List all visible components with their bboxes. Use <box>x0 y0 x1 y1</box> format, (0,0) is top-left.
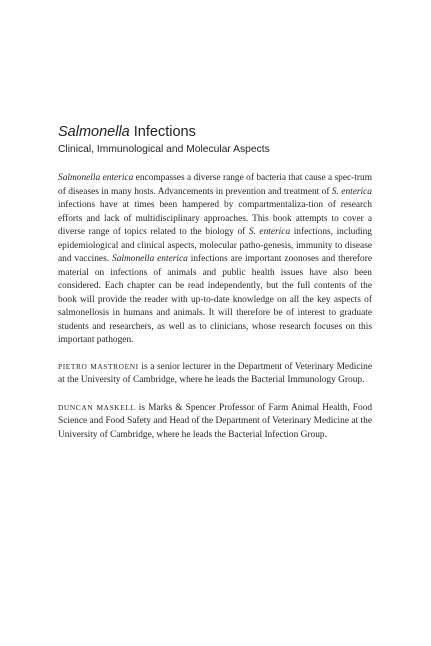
book-blurb <box>58 172 372 348</box>
blurb-segment: encompasses a diverse range of bacteria that cause a spec-trum of diseases in many hosts. Advancements in prevention and treatment of <box>58 173 372 197</box>
blurb-segment: S. enterica <box>331 186 372 197</box>
author-bio-mastroeni <box>58 360 372 388</box>
book-title <box>58 123 372 141</box>
blurb-segment: Salmonella enterica <box>112 254 188 264</box>
author-bio-text: is a senior lecturer in the Department of Veterinary Medicine at the University of Cambridge, where he leads the Bacterial Immunology Group. <box>58 361 372 385</box>
author-bio-maskell <box>58 401 372 443</box>
book-title-italic: Salmonella <box>58 124 130 140</box>
blurb-segment: infections are important zoonoses and therefore material on infections of animals and public health issues have also been considered. Each chapter can be read independently, but the full contents of the book will provide the reader with up-to-date knowledge on all the key aspects of salmonellosis in humans and animals. It will therefore be of interest to graduate students and researchers, as well as to clinicians, whose research focuses on this important pathogen. <box>58 254 372 345</box>
blurb-segment: infections have at times been hampered by compartmentaliza-tion of research efforts and lack of multidisciplinary approaches. This book attempts to cover a diverse range of topics related to the biology of <box>58 200 372 237</box>
author-name: DUNCAN MASKELL <box>58 402 136 412</box>
blurb-segment: S. enterica <box>248 227 291 237</box>
author-bio-text: is Marks & Spencer Professor of Farm Animal Health, Food Science and Food Safety and Head of the Department of Veterinary Medicine at the University of Cambridge, where he leads the Bacterial Infection Group. <box>58 402 373 440</box>
blurb-segment: infections, including epidemiological and clinical aspects, molecular patho-genesis, immunity to disease and vaccines. <box>58 227 372 264</box>
book-title-rest: Infections <box>129 124 196 140</box>
author-name: PIETRO MASTROENI <box>58 361 139 371</box>
book-subtitle: Clinical, Immunological and Molecular Aspects <box>58 144 270 155</box>
blurb-segment: Salmonella enterica <box>58 173 134 183</box>
book-description-page <box>58 123 372 442</box>
